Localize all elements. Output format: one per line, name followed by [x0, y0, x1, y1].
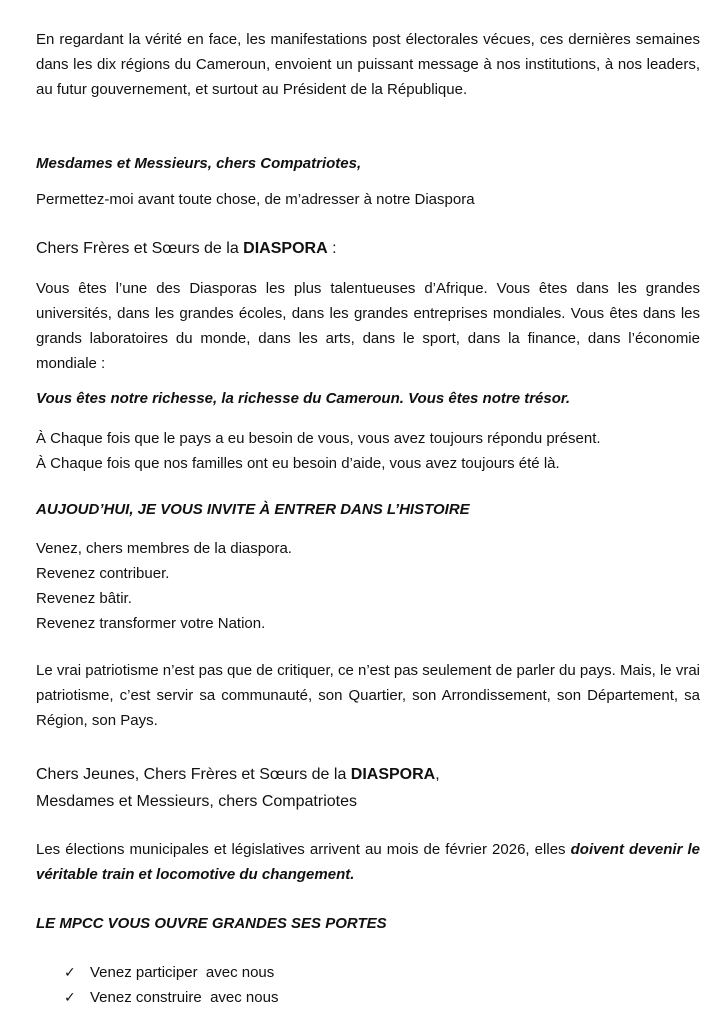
heading-youth: [36, 761, 700, 815]
heading-diaspora-prefix: Chers Frères et Sœurs de la: [36, 240, 244, 257]
list-item-label: Venez construire avec nous: [90, 989, 279, 1006]
paragraph-diaspora-talent: Vous êtes l’une des Diasporas les plus talentueuses d’Afrique. Vous êtes dans les grandes universités, dans les grandes écoles, dans les grandes entreprises mondiales. Vous êtes dans les grands laboratoires du monde, dans les arts, dans le sport, dans la finance, dans l’économie mondiale :: [36, 280, 700, 372]
list-item-label: Venez participer avec nous: [90, 964, 275, 981]
elections-text: Les élections municipales et législatives arrivent au mois de février 2026, elles: [36, 841, 571, 858]
heading-diaspora: [36, 236, 700, 261]
checklist: [64, 960, 664, 1010]
list-item: [64, 985, 664, 1010]
heading-mpcc: LE MPCC VOUS OUVRE GRANDES SES PORTES: [36, 915, 387, 932]
heading-youth-line1: [36, 761, 700, 788]
text-line: Revenez transformer votre Nation.: [36, 615, 266, 632]
heading-diaspora-bold: DIASPORA: [243, 240, 328, 257]
list-item: [64, 960, 664, 985]
text-line: À Chaque fois que le pays a eu besoin de vous, vous avez toujours répondu présent.: [36, 430, 601, 447]
heading-invitation: AUJOUD’HUI, JE VOUS INVITE À ENTRER DANS L’HISTOIRE: [36, 501, 470, 518]
paragraph-intro: En regardant la vérité en face, les manifestations post électorales vécues, ces dernières semaines dans les dix régions du Cameroun, envoient un puissant message à nos institutions, à nos leaders, au futur gouvernement, et surtout au Président de la République.: [36, 31, 700, 98]
heading-diaspora-suffix: :: [327, 240, 337, 257]
heading-youth-line2: Mesdames et Messieurs, chers Compatriotes: [36, 793, 357, 810]
heading-youth-suffix: ,: [435, 766, 440, 783]
heading-youth-prefix: Chers Jeunes, Chers Frères et Sœurs de la: [36, 766, 351, 783]
text-line: Revenez bâtir.: [36, 590, 132, 607]
paragraph-elections: [36, 837, 700, 887]
heading-youth-bold: DIASPORA: [350, 766, 436, 783]
paragraph-patriotism: Le vrai patriotisme n’est pas que de critiquer, ce n’est pas seulement de parler du pays. Mais, le vrai patriotisme, c’est servir sa communauté, son Quartier, son Arrondissement, son Département, sa Région, son Pays.: [36, 662, 700, 729]
check-icon: ✓: [64, 989, 76, 1005]
paragraph-diaspora-address: Permettez-moi avant toute chose, de m’adresser à notre Diaspora: [36, 191, 475, 208]
salutation: Mesdames et Messieurs, chers Compatriotes,: [36, 155, 362, 172]
elections-emphasis: doivent devenir le véritable train et locomotive du changement.: [36, 841, 700, 883]
text-line: À Chaque fois que nos familles ont eu besoin d’aide, vous avez toujours été là.: [36, 455, 560, 472]
check-icon: ✓: [64, 964, 76, 980]
text-line: Revenez contribuer.: [36, 565, 170, 582]
paragraph-always-present: [36, 426, 700, 476]
emphasis-treasure: Vous êtes notre richesse, la richesse du Cameroun. Vous êtes notre trésor.: [36, 390, 571, 407]
text-line: Venez, chers membres de la diaspora.: [36, 540, 292, 557]
invitation-lines: [36, 536, 700, 636]
